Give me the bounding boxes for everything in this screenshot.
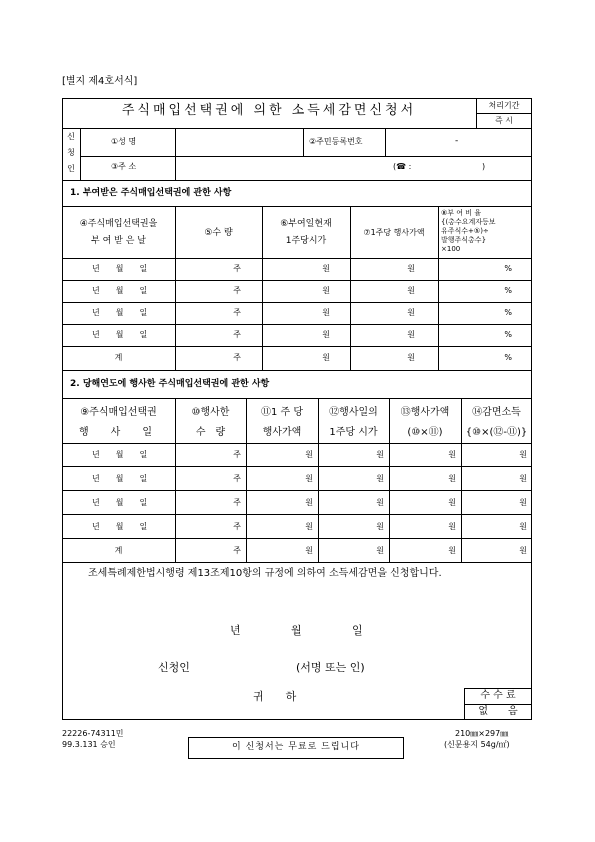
s1-date-cell: 년 월 일: [92, 308, 148, 317]
s2-col4-header-line1: ⑫행사일의: [329, 407, 378, 418]
recipient-text: 귀 하: [253, 690, 297, 703]
s2-price-cell: 원: [305, 474, 313, 483]
s1-total-price: 원: [322, 353, 330, 362]
s2-qty-cell: 주: [233, 498, 241, 507]
s2-total-exempt: 원: [519, 546, 527, 555]
resident-id-value: -: [455, 136, 459, 146]
processing-period-value: 즉 시: [495, 116, 513, 125]
s1-col4-header: ⑦1주당 행사가액: [363, 228, 425, 237]
s1-ratio-cell: %: [504, 330, 512, 339]
s2-price-cell: 원: [305, 450, 313, 459]
s1-col5-header-line4: 발행주식총수}: [441, 236, 487, 244]
s2-market-cell: 원: [376, 522, 384, 531]
s1-exercise-cell: 원: [407, 308, 415, 317]
signature-note: (서명 또는 인): [296, 661, 365, 674]
s1-date-cell: 년 월 일: [92, 264, 148, 273]
s1-col5-header-line5: ×100: [441, 245, 461, 253]
applicant-side-3: 인: [67, 164, 75, 173]
s1-price-cell: 원: [322, 330, 330, 339]
s2-amount-cell: 원: [448, 474, 456, 483]
s1-ratio-cell: %: [504, 286, 512, 295]
date-day: 일: [352, 624, 363, 637]
s2-col1-header-line1: ⑨주식매입선택권: [80, 407, 157, 418]
s1-date-cell: 년 월 일: [92, 330, 148, 339]
phone-close: ): [482, 162, 486, 171]
s1-ratio-cell: %: [504, 264, 512, 273]
s2-market-cell: 원: [376, 474, 384, 483]
s1-price-cell: 원: [322, 286, 330, 295]
date-year: 년: [230, 624, 241, 637]
s2-market-cell: 원: [376, 498, 384, 507]
name-label: ①성 명: [111, 137, 137, 146]
s2-exempt-cell: 원: [519, 498, 527, 507]
s1-exercise-cell: 원: [407, 286, 415, 295]
section2-title: 2. 당해연도에 행사한 주식매입선택권에 관한 사항: [70, 379, 270, 389]
declaration-text: 조세특례제한법시행령 제13조제10항의 규정에 의하여 소득세감면을 신청합니다.: [88, 568, 442, 579]
s2-date-cell: 년 월 일: [92, 474, 148, 483]
s2-amount-cell: 원: [448, 498, 456, 507]
applicant-side-1: 신: [67, 132, 75, 141]
form-number-label: [별지 제4호서식]: [62, 76, 138, 87]
s2-date-cell: 년 월 일: [92, 450, 148, 459]
approval-date: 99.3.131 승인: [62, 740, 116, 749]
s2-qty-cell: 주: [233, 522, 241, 531]
processing-period-label: 처리기간: [488, 101, 520, 110]
s1-ratio-cell: %: [504, 308, 512, 317]
resident-id-label: ②주민등록번호: [309, 137, 363, 146]
s2-market-cell: 원: [376, 450, 384, 459]
s1-qty-cell: 주: [233, 330, 241, 339]
address-label: ③주 소: [111, 162, 137, 171]
s1-price-cell: 원: [322, 308, 330, 317]
page-title: 주식매입선택권에 의한 소득세감면신청서: [121, 103, 417, 118]
s2-col5-header-line2: (⑩×⑪): [407, 427, 443, 438]
s2-total-amount: 원: [448, 546, 456, 555]
s1-col5-header-line1: ⑧부 여 비 율: [441, 209, 481, 217]
s1-col5-header-line3: 유주식수+⑤)÷: [441, 227, 489, 235]
s2-total-qty: 주: [233, 546, 241, 555]
s1-col1-header-line2: 부 여 받 은 날: [91, 236, 146, 246]
fee-value: 없 음: [478, 706, 518, 717]
s1-qty-cell: 주: [233, 308, 241, 317]
paper-type: (신문용지 54g/㎡): [444, 740, 510, 749]
s2-col3-header-line1: ⑪1 주 당: [260, 407, 304, 418]
s2-amount-cell: 원: [448, 450, 456, 459]
s2-exempt-cell: 원: [519, 474, 527, 483]
fee-label: 수 수 료: [480, 690, 516, 701]
s1-qty-cell: 주: [233, 264, 241, 273]
s2-amount-cell: 원: [448, 522, 456, 531]
s1-col3-header-line2: 1주당시가: [285, 236, 327, 246]
s2-total-label: 계: [114, 546, 123, 555]
date-month: 월: [291, 624, 302, 637]
applicant-side-2: 청: [67, 148, 75, 157]
s2-col2-header-line2: 수 량: [195, 427, 226, 438]
s2-col2-header-line1: ⑩행사한: [191, 407, 230, 418]
s2-date-cell: 년 월 일: [92, 498, 148, 507]
s2-exempt-cell: 원: [519, 450, 527, 459]
s2-col4-header-line2: 1주당 시가: [329, 427, 378, 438]
s2-col6-header-line2: {⑩×(⑫-⑪)}: [465, 427, 528, 438]
section1-title: 1. 부여받은 주식매입선택권에 관한 사항: [70, 188, 232, 198]
s2-col5-header-line1: ⑬행사가액: [400, 407, 450, 418]
applicant-signature-label: 신청인: [158, 661, 190, 674]
s2-col6-header-line1: ⑭감면소득: [472, 407, 521, 418]
s1-col2-header: ⑤수 량: [204, 228, 233, 238]
s2-qty-cell: 주: [233, 474, 241, 483]
s1-total-exercise: 원: [407, 353, 415, 362]
s1-col5-header-line2: {(총수요계자등보: [441, 218, 496, 226]
s2-qty-cell: 주: [233, 450, 241, 459]
phone-label: (☎ :: [393, 162, 412, 171]
s2-price-cell: 원: [305, 498, 313, 507]
s1-total-ratio: %: [504, 353, 512, 362]
s2-col3-header-line2: 행사가액: [262, 427, 302, 438]
s1-total-label: 계: [114, 353, 123, 362]
s2-total-price: 원: [305, 546, 313, 555]
free-notice: 이 신청서는 무료로 드립니다: [232, 742, 360, 752]
s1-exercise-cell: 원: [407, 264, 415, 273]
form-code: 22226-74311민: [62, 729, 124, 738]
s2-exempt-cell: 원: [519, 522, 527, 531]
s2-date-cell: 년 월 일: [92, 522, 148, 531]
s1-qty-cell: 주: [233, 286, 241, 295]
s2-col1-header-line2: 행 사 일: [79, 427, 158, 438]
s1-price-cell: 원: [322, 264, 330, 273]
s1-total-qty: 주: [233, 353, 241, 362]
s2-total-market: 원: [376, 546, 384, 555]
s1-exercise-cell: 원: [407, 330, 415, 339]
s1-col3-header-line1: ⑥부여일현재: [280, 219, 332, 229]
s1-col1-header-line1: ④주식매입선택권을: [79, 219, 158, 229]
s1-date-cell: 년 월 일: [92, 286, 148, 295]
s2-price-cell: 원: [305, 522, 313, 531]
paper-size: 210㎜×297㎜: [455, 729, 509, 738]
